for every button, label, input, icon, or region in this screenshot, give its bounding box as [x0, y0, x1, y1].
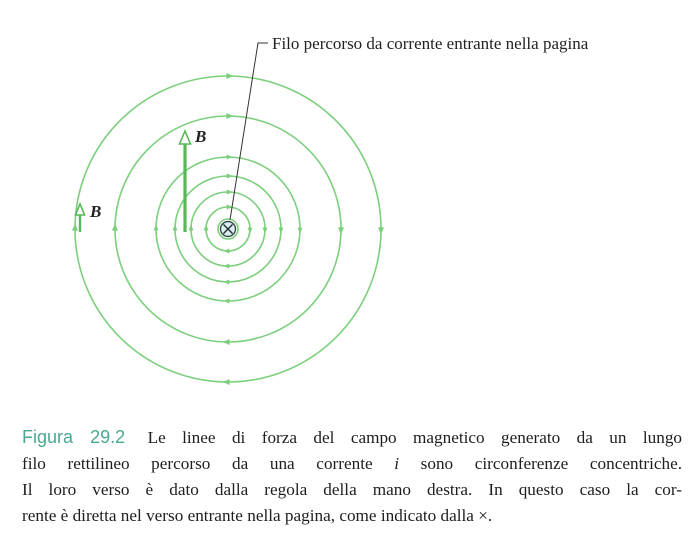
- field-direction-arrow: [189, 225, 194, 231]
- caption-text-2a: filo rettilineo percorso da una corrente: [22, 454, 395, 473]
- inner-b-vector: [180, 131, 191, 232]
- figure-number: Figura 29.2: [22, 427, 126, 447]
- field-direction-arrow: [378, 227, 384, 234]
- field-direction-arrow: [204, 225, 209, 231]
- field-direction-arrow: [338, 227, 344, 234]
- field-direction-arrow: [248, 228, 253, 234]
- caption-line-1: [22, 424, 682, 451]
- field-direction-arrow: [226, 113, 233, 119]
- field-direction-arrow: [224, 264, 230, 269]
- field-direction-arrow: [226, 73, 233, 79]
- field-direction-arrow: [279, 228, 284, 234]
- field-direction-arrow: [72, 224, 78, 231]
- figure-caption: [22, 424, 682, 529]
- wire-cross-section: [221, 222, 236, 237]
- field-direction-arrow: [227, 174, 233, 179]
- outer-b-label: B: [90, 202, 102, 221]
- wire-label: Filo percorso da corrente entrante nella pagina: [272, 34, 589, 53]
- caption-line-4: rente è diretta nel verso entrante nella pagina, come indicato dalla ×.: [22, 506, 493, 525]
- field-direction-arrow: [227, 190, 233, 195]
- caption-line-2: [22, 451, 682, 477]
- field-direction-arrow: [223, 339, 230, 345]
- field-direction-arrow: [298, 228, 303, 234]
- field-direction-arrow: [223, 379, 230, 385]
- field-direction-arrow: [112, 224, 118, 231]
- field-direction-arrow: [224, 280, 230, 285]
- field-direction-arrow: [154, 225, 159, 231]
- caption-text-2b: sono circonferenze concentriche.: [399, 454, 683, 473]
- field-direction-arrow: [224, 249, 230, 254]
- field-direction-arrow: [173, 225, 178, 231]
- field-direction-arrow: [224, 299, 230, 304]
- current-symbol: i: [394, 454, 400, 473]
- field-direction-arrow: [263, 228, 268, 234]
- field-direction-arrow: [227, 155, 233, 160]
- caption-text-1: Le linee di forza del campo magnetico generato da un lungo: [147, 428, 683, 447]
- caption-line-3: Il loro verso è dato dalla regola della mano destra. In questo caso la cor-: [22, 480, 682, 499]
- inner-b-label: B: [195, 127, 207, 146]
